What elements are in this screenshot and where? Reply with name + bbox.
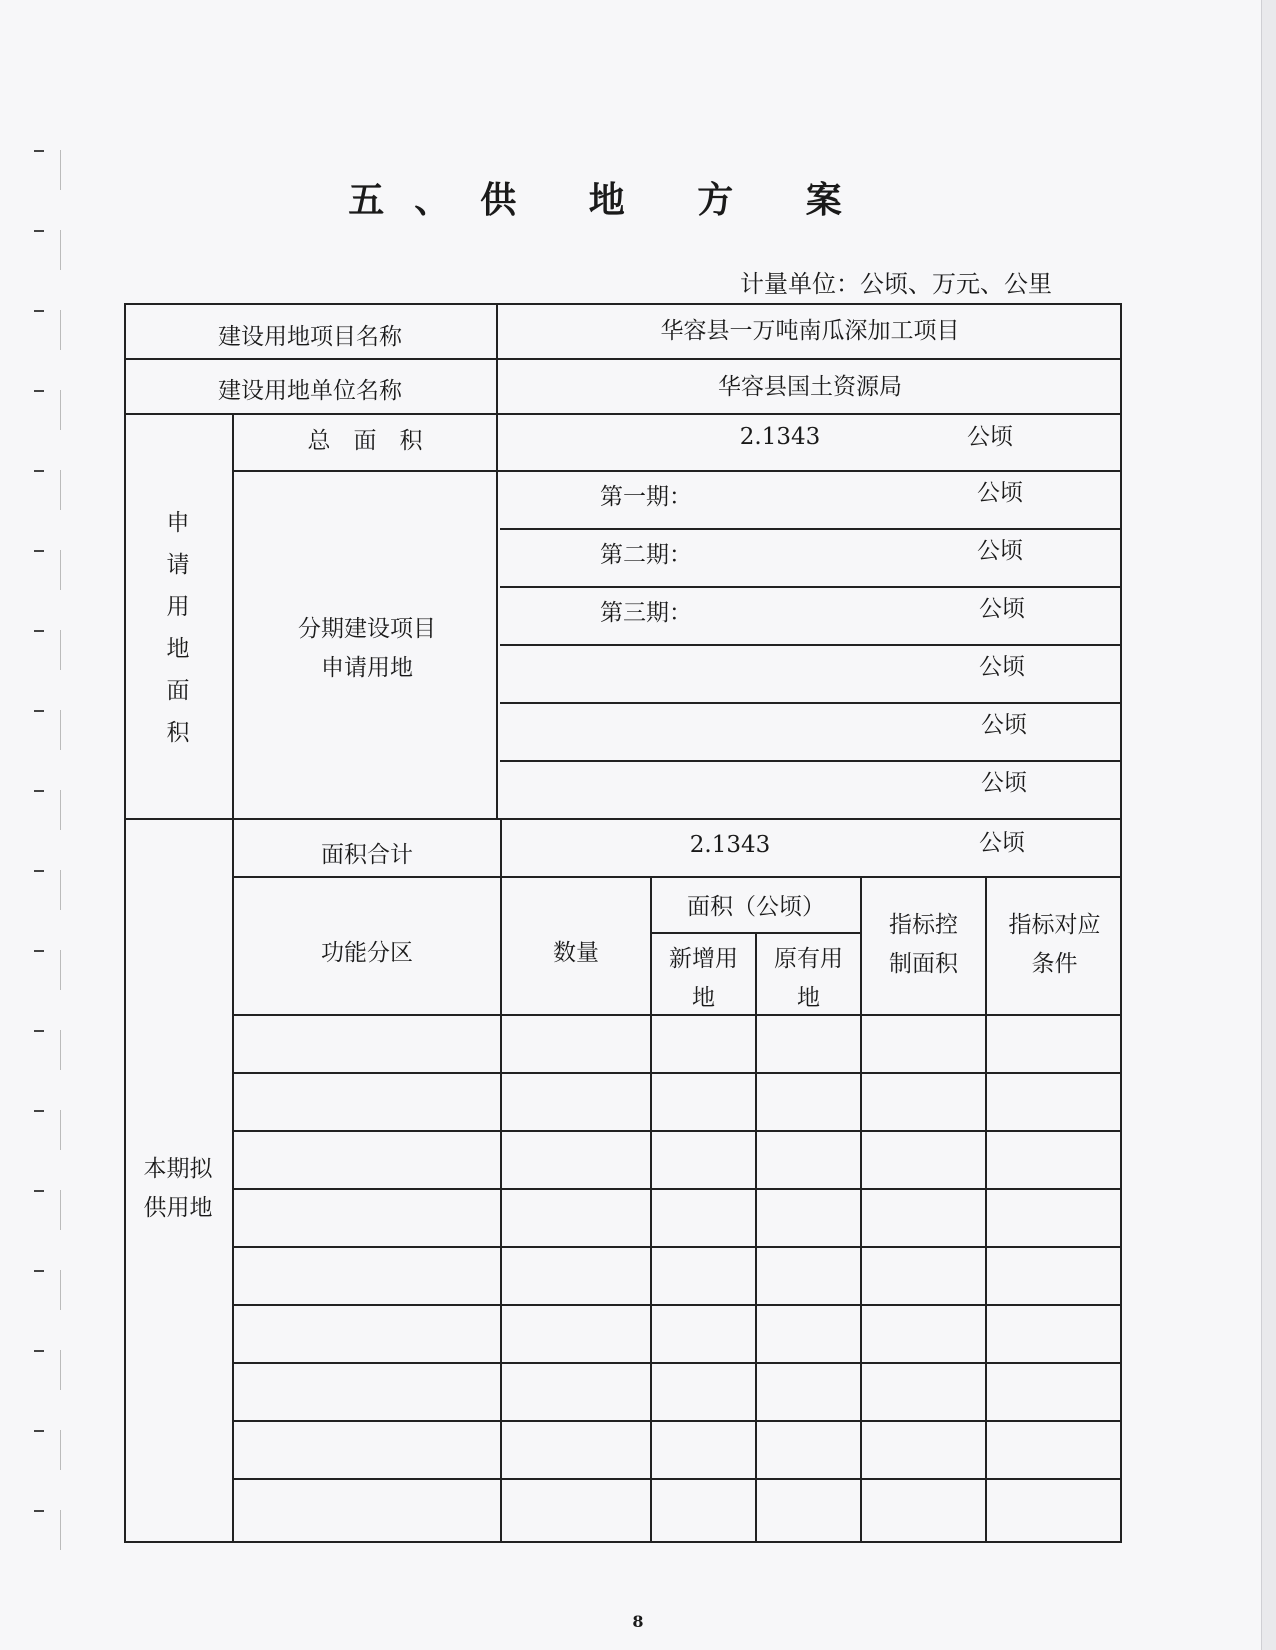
phase-4-unit: 公顷 — [979, 654, 1025, 680]
unit-note: 计量单位：公顷、万元、公里 — [740, 270, 1052, 298]
apply-area-label: 申 请 用 地 面 积 — [166, 510, 190, 746]
col-existing-land: 原有用 地 — [774, 946, 843, 1012]
project-name-label: 建设用地项目名称 — [218, 324, 402, 350]
col-zone: 功能分区 — [321, 940, 413, 966]
binding-marks — [34, 60, 74, 1620]
total-area-value: 2.1343 — [739, 424, 821, 450]
col-index-condition: 指标对应 条件 — [1008, 912, 1101, 978]
area-total-unit: 公顷 — [979, 830, 1025, 856]
phase-1-label: 第一期： — [600, 484, 692, 510]
supply-label: 本期拟 供用地 — [143, 1156, 213, 1222]
phased-label: 分期建设项目 申请用地 — [298, 616, 436, 682]
page-number: 8 — [632, 1612, 644, 1631]
phase-3-unit: 公顷 — [979, 596, 1025, 622]
total-area-unit: 公顷 — [967, 424, 1013, 450]
area-total-value: 2.1343 — [689, 832, 771, 858]
page-edge — [1261, 0, 1276, 1650]
project-name-value: 华容县一万吨南瓜深加工项目 — [660, 318, 960, 344]
phase-2-unit: 公顷 — [977, 538, 1023, 564]
col-quantity: 数量 — [553, 940, 599, 966]
phase-2-label: 第二期： — [600, 542, 692, 568]
total-area-label: 总 面 积 — [307, 428, 423, 454]
col-new-land: 新增用 地 — [669, 946, 738, 1012]
col-index-area: 指标控 制面积 — [889, 912, 958, 978]
unit-name-value: 华容县国土资源局 — [718, 374, 902, 400]
phase-6-unit: 公顷 — [981, 770, 1027, 796]
phase-5-unit: 公顷 — [981, 712, 1027, 738]
unit-name-label: 建设用地单位名称 — [218, 378, 402, 404]
col-area: 面积（公顷） — [687, 894, 825, 920]
phase-1-unit: 公顷 — [977, 480, 1023, 506]
area-total-label: 面积合计 — [321, 842, 413, 868]
page-title: 五、供 地 方 案 — [348, 179, 872, 221]
phase-3-label: 第三期： — [600, 600, 692, 626]
